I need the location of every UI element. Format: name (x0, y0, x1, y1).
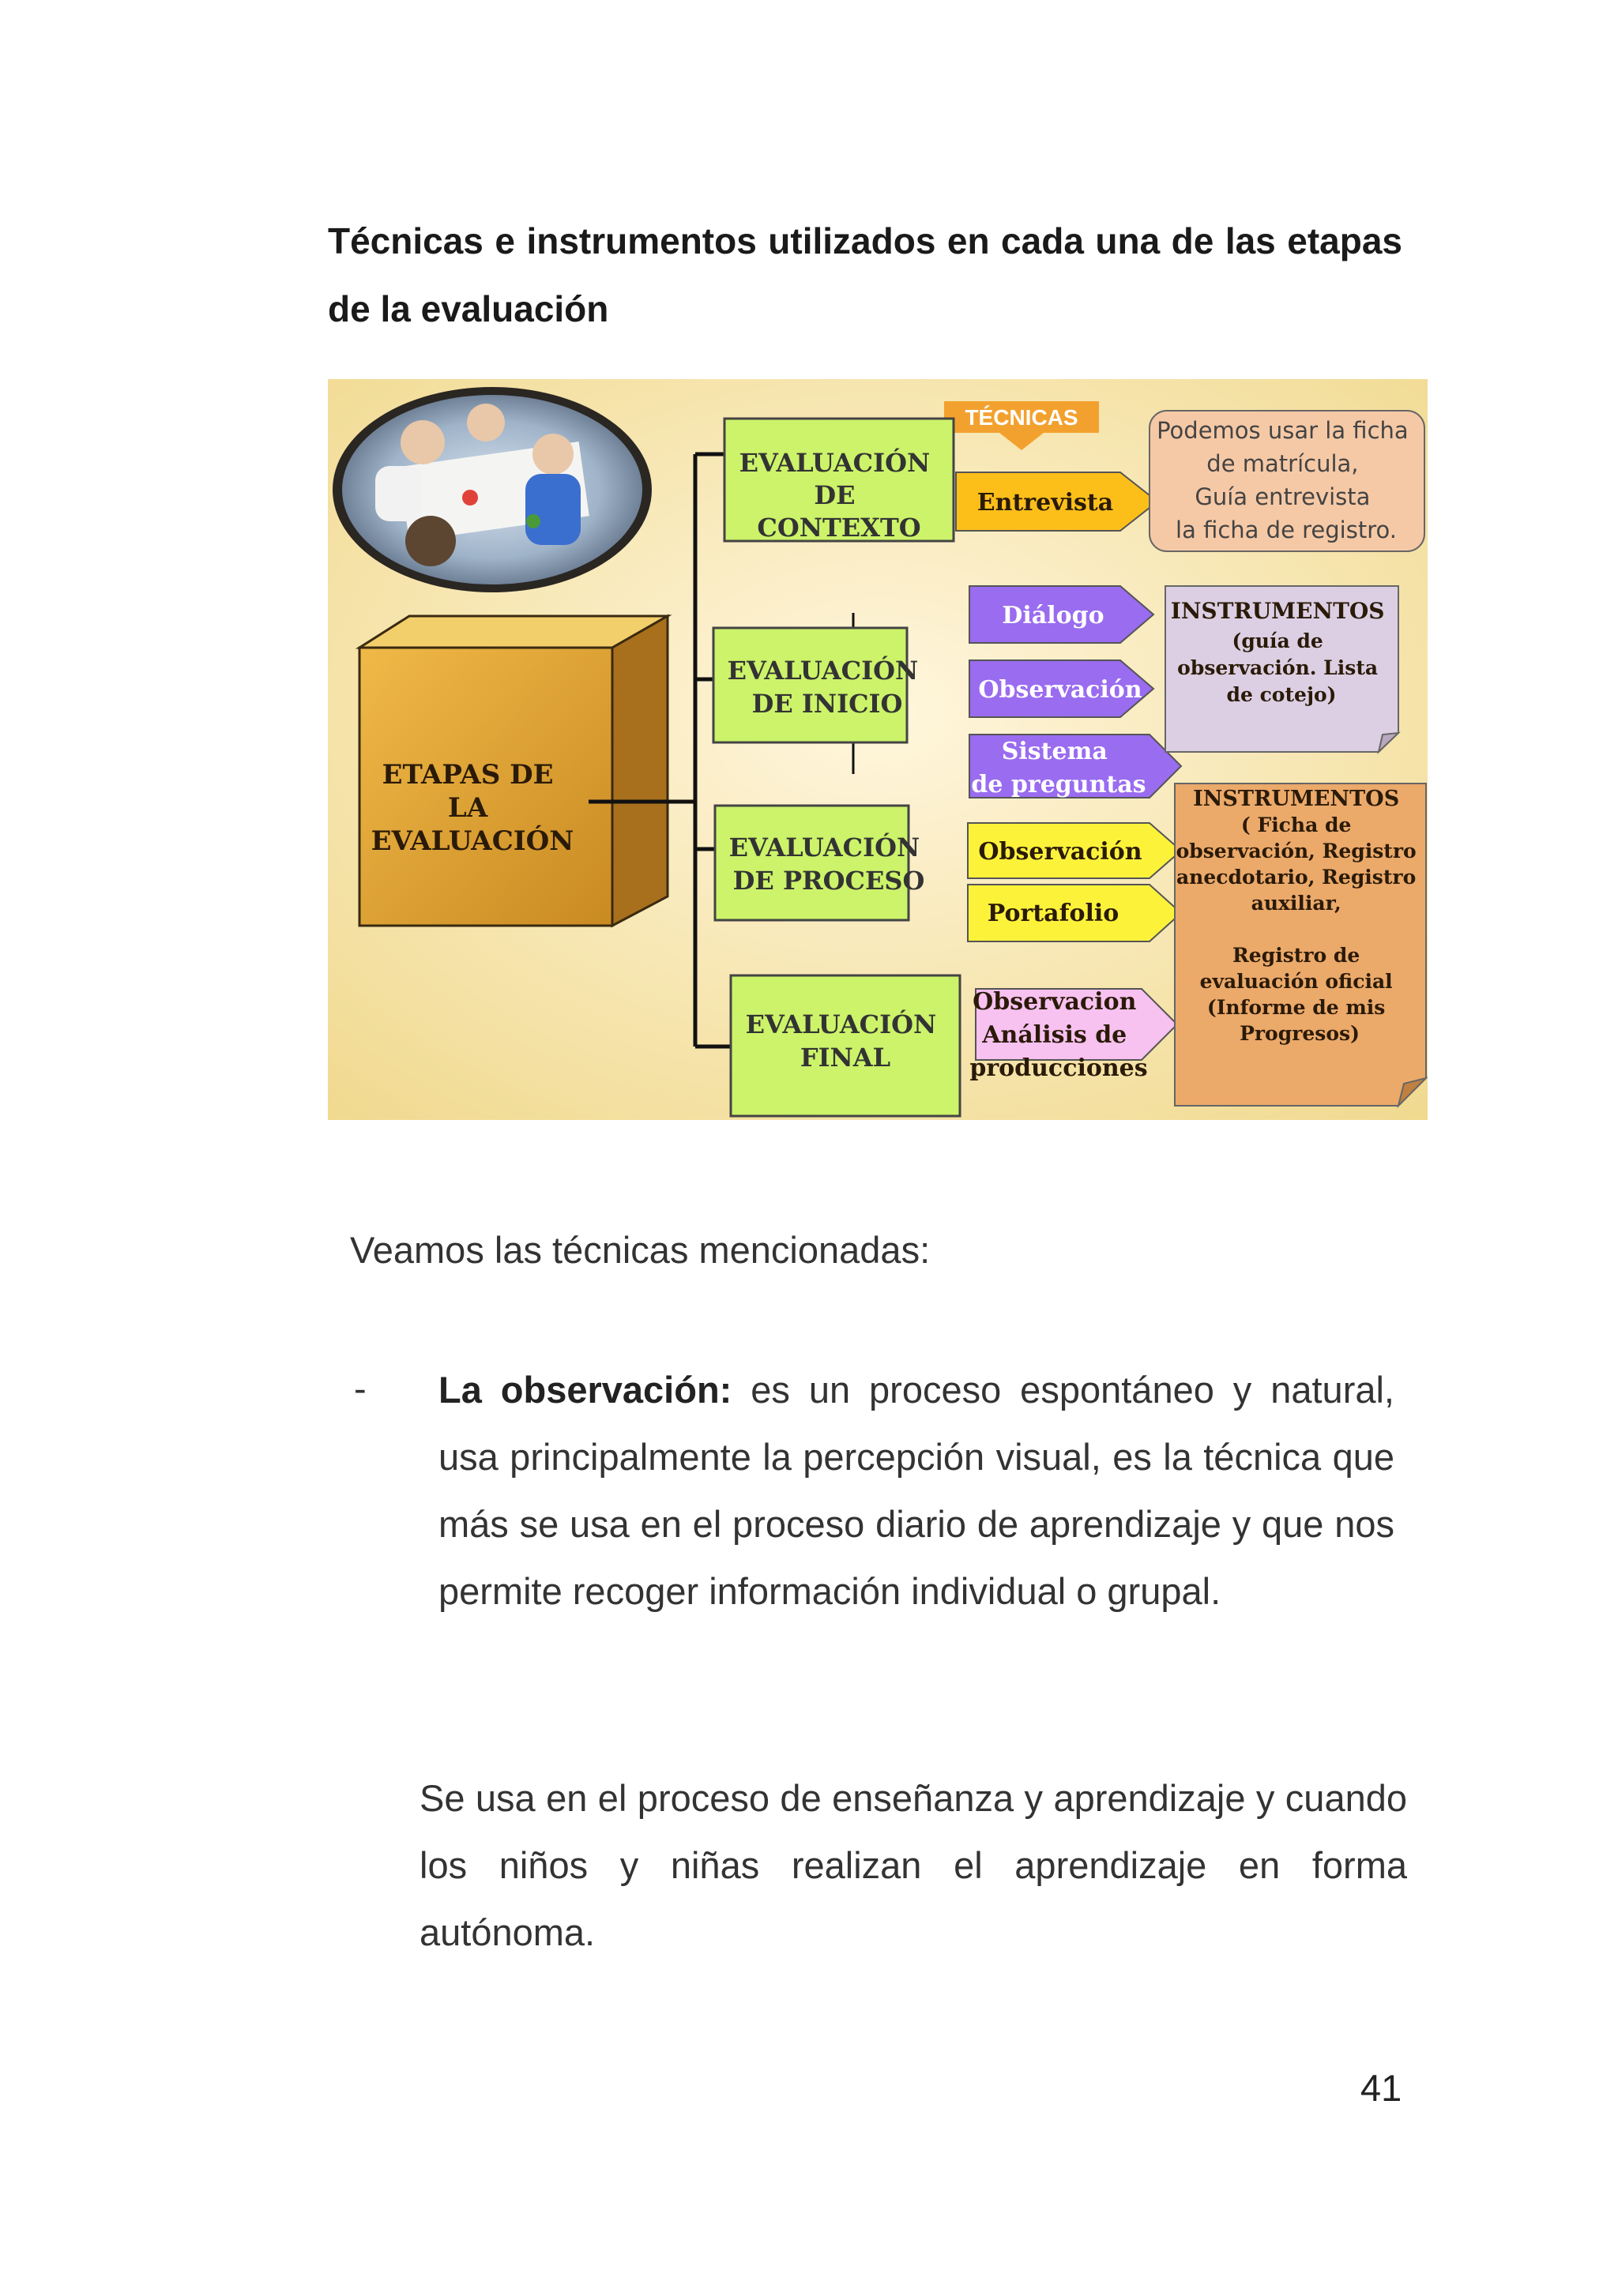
svg-text:EVALUACIÓN DE PROCESO: EVALUACIÓN DE PROCESO (728, 832, 925, 896)
svg-text:Portafolio: Portafolio (987, 900, 1119, 927)
svg-text:INSTRUMENTOS (guía de: INSTRUMENTOS (guía de observación. Lista de cotejo) (1170, 598, 1385, 706)
root-label-line2: LA (447, 792, 488, 824)
svg-text:Observación: Observación (978, 676, 1142, 704)
technique-observacion-proceso (968, 823, 1181, 878)
svg-text:EVALUACIÓN DE CONT: EVALUACIÓN DE CONTEXTO (739, 448, 931, 543)
svg-text:TÉCNICAS: TÉCNICAS (965, 405, 1078, 430)
svg-text:EVALUACIÓN DE INICIO: EVALUACIÓN DE INICIO (727, 656, 919, 719)
stage-final (731, 975, 960, 1116)
svg-text:EVALUACIÓN FINAL: EVALUACIÓN FINAL (745, 1009, 937, 1073)
note-proceso-final (1175, 783, 1426, 1106)
classroom-photo (333, 387, 652, 592)
note-inicio (1165, 586, 1398, 752)
bullet-description: es un proceso espontáneo y natural, usa principalmente la percepción visual, es la técnica que más se usa en el proceso diario de aprendizaje y que nos permite recoger información individual o grupal. (438, 1369, 1394, 1612)
stage-contexto (724, 419, 954, 543)
bullet-term: La observación: (438, 1369, 732, 1411)
svg-text:Podemos usar la ficha de: Podemos usar la ficha de matrícula, Guía entrevista la ficha de registro. (1157, 417, 1409, 543)
svg-text:Observación: Observación (978, 838, 1142, 866)
svg-text:Diálogo: Diálogo (1002, 602, 1104, 629)
technique-sistema-preguntas (969, 735, 1181, 799)
stage-inicio (713, 628, 927, 742)
svg-text:Entrevista: Entrevista (976, 489, 1114, 517)
root-label-line3: EVALUACIÓN (371, 825, 574, 857)
technique-entrevista (956, 472, 1157, 531)
bullet-observacion (438, 1356, 1394, 1625)
paragraph-uso: Se usa en el proceso de enseñanza y aprendizaje y cuando los niños y niñas realizan el aprendizaje en forma autónoma. (420, 1777, 1407, 1953)
section-heading: Técnicas e instrumentos utilizados en cada una de las etapas de la evaluación (328, 220, 1402, 329)
stage-proceso (715, 806, 928, 920)
root-box (359, 616, 668, 926)
page-number: 41 (1360, 2067, 1402, 2109)
technique-dialogo (969, 586, 1153, 643)
intro-text: Veamos las técnicas mencionadas: (350, 1229, 931, 1271)
technique-portafolio (968, 885, 1181, 941)
technique-observacion-inicio (969, 660, 1153, 717)
technique-final (969, 988, 1177, 1082)
note-contexto (1150, 411, 1424, 551)
root-label-line1: ETAPAS DE (382, 759, 554, 791)
svg-text:INSTRUMENTOS ( Ficha de: INSTRUMENTOS ( Ficha de observación, Registro anecdotario, Registro auxiliar, Registro de evaluación oficial (Informe de mis Progresos) (1176, 787, 1417, 1045)
evaluation-stages-diagram (328, 379, 1428, 1120)
svg-text:Sistema de preguntas: Sistema de preguntas (971, 738, 1146, 799)
svg-text:Observacion Análisis de: Observacion Análisis de producciones (969, 988, 1148, 1082)
bullet-dash: - (354, 1367, 367, 1409)
